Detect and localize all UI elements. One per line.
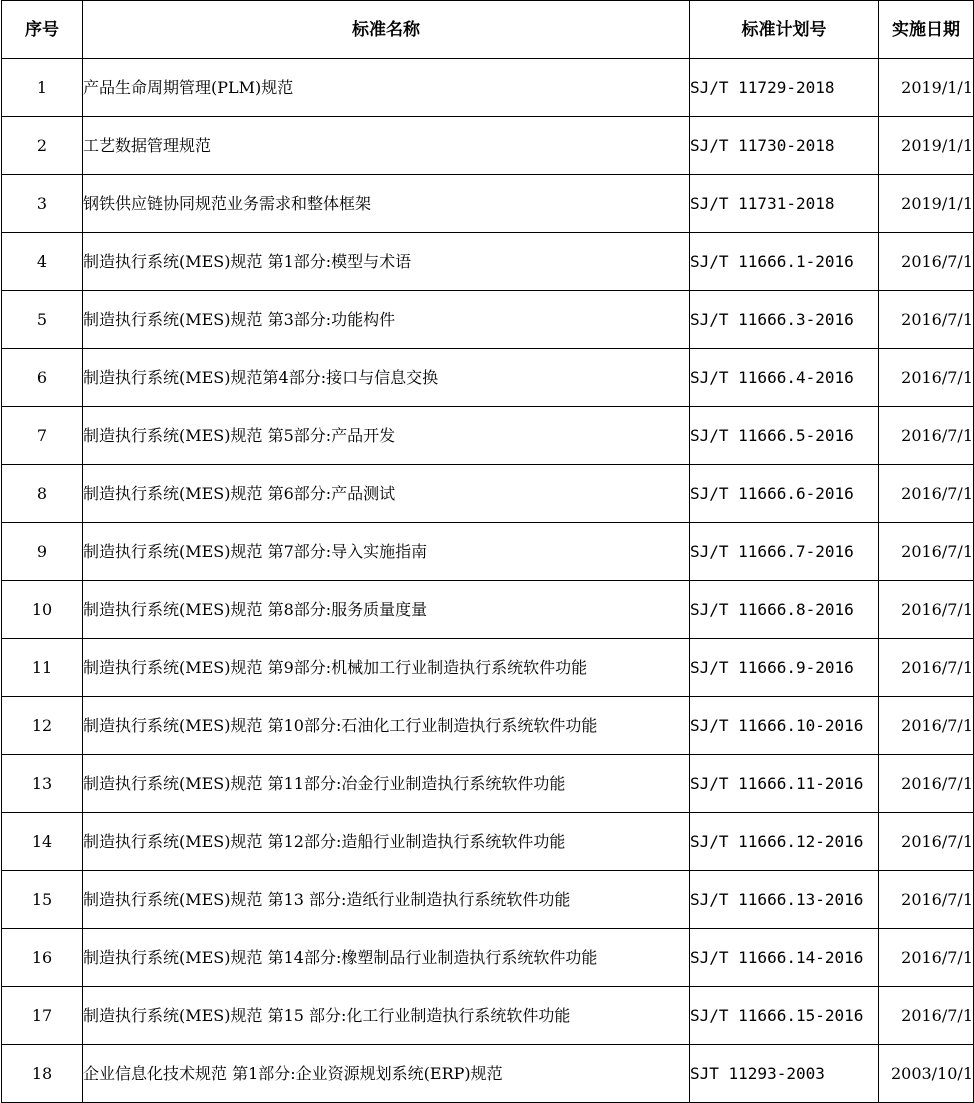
cell-standard-name: 工艺数据管理规范: [83, 117, 690, 175]
cell-index: 17: [2, 987, 83, 1045]
cell-plan-number: SJ/T 11666.5-2016: [690, 407, 879, 465]
cell-index: 16: [2, 929, 83, 987]
cell-effective-date: 2016/7/1: [879, 233, 974, 291]
cell-index: 13: [2, 755, 83, 813]
cell-standard-name: 制造执行系统(MES)规范 第6部分:产品测试: [83, 465, 690, 523]
cell-standard-name: 制造执行系统(MES)规范 第12部分:造船行业制造执行系统软件功能: [83, 813, 690, 871]
cell-index: 14: [2, 813, 83, 871]
cell-plan-number: SJ/T 11666.9-2016: [690, 639, 879, 697]
cell-effective-date: 2016/7/1: [879, 987, 974, 1045]
table-row: [2, 1045, 974, 1103]
table-row: [2, 465, 974, 523]
cell-plan-number: SJ/T 11666.1-2016: [690, 233, 879, 291]
table-header: [2, 1, 974, 59]
cell-standard-name: 制造执行系统(MES)规范 第7部分:导入实施指南: [83, 523, 690, 581]
cell-plan-number: SJ/T 11666.4-2016: [690, 349, 879, 407]
table-row: [2, 59, 974, 117]
cell-standard-name: 制造执行系统(MES)规范 第9部分:机械加工行业制造执行系统软件功能: [83, 639, 690, 697]
cell-plan-number: SJ/T 11666.14-2016: [690, 929, 879, 987]
table-row: [2, 581, 974, 639]
cell-plan-number: SJT 11293-2003: [690, 1045, 879, 1103]
cell-effective-date: 2016/7/1: [879, 581, 974, 639]
table-row: [2, 639, 974, 697]
cell-index: 18: [2, 1045, 83, 1103]
cell-index: 7: [2, 407, 83, 465]
cell-standard-name: 制造执行系统(MES)规范 第14部分:橡塑制品行业制造执行系统软件功能: [83, 929, 690, 987]
cell-plan-number: SJ/T 11666.8-2016: [690, 581, 879, 639]
table-row: [2, 233, 974, 291]
header-index: 序号: [2, 1, 83, 59]
cell-standard-name: 制造执行系统(MES)规范 第5部分:产品开发: [83, 407, 690, 465]
cell-plan-number: SJ/T 11666.6-2016: [690, 465, 879, 523]
cell-index: 11: [2, 639, 83, 697]
table-row: [2, 523, 974, 581]
cell-standard-name: 企业信息化技术规范 第1部分:企业资源规划系统(ERP)规范: [83, 1045, 690, 1103]
cell-standard-name: 制造执行系统(MES)规范 第15 部分:化工行业制造执行系统软件功能: [83, 987, 690, 1045]
table-row: [2, 291, 974, 349]
cell-plan-number: SJ/T 11666.12-2016: [690, 813, 879, 871]
cell-plan-number: SJ/T 11731-2018: [690, 175, 879, 233]
table-row: [2, 755, 974, 813]
cell-effective-date: 2016/7/1: [879, 407, 974, 465]
cell-index: 12: [2, 697, 83, 755]
cell-index: 1: [2, 59, 83, 117]
cell-standard-name: 制造执行系统(MES)规范第4部分:接口与信息交换: [83, 349, 690, 407]
cell-standard-name: 制造执行系统(MES)规范 第8部分:服务质量度量: [83, 581, 690, 639]
cell-index: 2: [2, 117, 83, 175]
cell-effective-date: 2016/7/1: [879, 755, 974, 813]
cell-plan-number: SJ/T 11666.7-2016: [690, 523, 879, 581]
cell-standard-name: 产品生命周期管理(PLM)规范: [83, 59, 690, 117]
cell-effective-date: 2016/7/1: [879, 465, 974, 523]
header-date: 实施日期: [879, 1, 974, 59]
cell-effective-date: 2019/1/1: [879, 175, 974, 233]
cell-index: 8: [2, 465, 83, 523]
cell-effective-date: 2016/7/1: [879, 929, 974, 987]
cell-index: 4: [2, 233, 83, 291]
cell-plan-number: SJ/T 11666.15-2016: [690, 987, 879, 1045]
table-row: [2, 871, 974, 929]
cell-plan-number: SJ/T 11666.11-2016: [690, 755, 879, 813]
cell-index: 15: [2, 871, 83, 929]
table-row: [2, 349, 974, 407]
header-code: 标准计划号: [690, 1, 879, 59]
cell-index: 3: [2, 175, 83, 233]
cell-plan-number: SJ/T 11666.13-2016: [690, 871, 879, 929]
cell-index: 10: [2, 581, 83, 639]
cell-standard-name: 制造执行系统(MES)规范 第3部分:功能构件: [83, 291, 690, 349]
table-row: [2, 987, 974, 1045]
header-row: [2, 1, 974, 59]
cell-standard-name: 制造执行系统(MES)规范 第10部分:石油化工行业制造执行系统软件功能: [83, 697, 690, 755]
cell-plan-number: SJ/T 11666.10-2016: [690, 697, 879, 755]
table-row: [2, 175, 974, 233]
cell-effective-date: 2016/7/1: [879, 813, 974, 871]
table-row: [2, 117, 974, 175]
cell-effective-date: 2019/1/1: [879, 117, 974, 175]
cell-plan-number: SJ/T 11729-2018: [690, 59, 879, 117]
cell-effective-date: 2003/10/1: [879, 1045, 974, 1103]
header-name: 标准名称: [83, 1, 690, 59]
cell-effective-date: 2016/7/1: [879, 871, 974, 929]
cell-index: 6: [2, 349, 83, 407]
table-row: [2, 407, 974, 465]
standards-table: [1, 0, 974, 1103]
cell-standard-name: 制造执行系统(MES)规范 第11部分:冶金行业制造执行系统软件功能: [83, 755, 690, 813]
cell-index: 9: [2, 523, 83, 581]
cell-plan-number: SJ/T 11730-2018: [690, 117, 879, 175]
cell-standard-name: 制造执行系统(MES)规范 第13 部分:造纸行业制造执行系统软件功能: [83, 871, 690, 929]
table-row: [2, 697, 974, 755]
cell-effective-date: 2016/7/1: [879, 349, 974, 407]
cell-effective-date: 2016/7/1: [879, 697, 974, 755]
cell-effective-date: 2016/7/1: [879, 291, 974, 349]
cell-effective-date: 2016/7/1: [879, 523, 974, 581]
table-row: [2, 813, 974, 871]
table-body: [2, 59, 974, 1103]
cell-plan-number: SJ/T 11666.3-2016: [690, 291, 879, 349]
table-row: [2, 929, 974, 987]
cell-standard-name: 钢铁供应链协同规范业务需求和整体框架: [83, 175, 690, 233]
cell-standard-name: 制造执行系统(MES)规范 第1部分:模型与术语: [83, 233, 690, 291]
cell-effective-date: 2019/1/1: [879, 59, 974, 117]
cell-effective-date: 2016/7/1: [879, 639, 974, 697]
cell-index: 5: [2, 291, 83, 349]
